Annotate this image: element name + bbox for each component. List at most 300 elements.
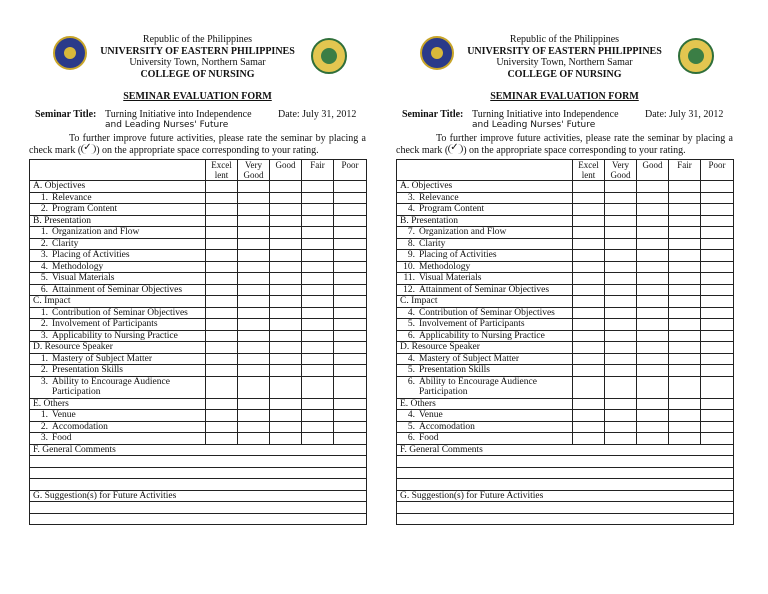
rating-cell[interactable] [637, 433, 669, 445]
criterion-text: Accomodation [419, 421, 475, 432]
comment-field[interactable] [30, 456, 367, 468]
rating-cell[interactable] [206, 192, 238, 204]
seminar-date: Date: July 31, 2012 [278, 109, 357, 120]
rating-cell[interactable] [206, 330, 238, 342]
check-mark-icon [448, 144, 463, 154]
table-row [30, 204, 367, 216]
rating-cell[interactable] [270, 273, 302, 285]
rating-cell[interactable] [669, 250, 701, 262]
header-republic: Republic of the Philippines [509, 34, 620, 45]
rating-cell[interactable] [669, 421, 701, 433]
rating-cell[interactable] [238, 238, 270, 250]
instructions-part1: To further improve future activities, please rate the seminar by placing a check mark ( [396, 133, 733, 156]
rating-cell[interactable] [573, 353, 605, 365]
rating-cell[interactable] [573, 319, 605, 331]
rating-cell[interactable] [701, 410, 734, 422]
rating-cell [238, 296, 270, 308]
rating-cell[interactable] [701, 353, 734, 365]
rating-cell[interactable] [573, 433, 605, 445]
rating-cell [270, 398, 302, 410]
category-label: E. Others [30, 398, 206, 410]
rating-cell [669, 181, 701, 193]
criteria-header [397, 160, 573, 181]
rating-cell[interactable] [270, 330, 302, 342]
rating-cell[interactable] [701, 421, 734, 433]
rating-cell[interactable] [573, 410, 605, 422]
criterion-text: Food [52, 433, 72, 443]
rating-cell[interactable] [334, 261, 367, 273]
category-label: D. Resource Speaker [397, 342, 573, 354]
rating-cell[interactable] [637, 319, 669, 331]
rating-cell[interactable] [302, 284, 334, 296]
rating-cell[interactable] [302, 433, 334, 445]
rating-cell[interactable] [334, 227, 367, 239]
rating-cell[interactable] [206, 410, 238, 422]
rating-cell[interactable] [669, 330, 701, 342]
rating-cell[interactable] [270, 284, 302, 296]
rating-cell[interactable] [270, 227, 302, 239]
comment-line[interactable] [397, 456, 734, 468]
comment-field[interactable] [397, 467, 734, 479]
rating-cell[interactable] [238, 410, 270, 422]
table-row [397, 319, 734, 331]
rating-cell [238, 398, 270, 410]
rating-cell [701, 342, 734, 354]
instructions [29, 133, 366, 159]
rating-cell[interactable] [669, 261, 701, 273]
rating-cell[interactable] [334, 204, 367, 216]
rating-cell[interactable] [573, 330, 605, 342]
criterion-number: 5. [407, 319, 415, 329]
rating-cell[interactable] [669, 410, 701, 422]
rating-cell[interactable] [573, 204, 605, 216]
rating-cell[interactable] [334, 421, 367, 433]
rating-cell[interactable] [573, 376, 605, 398]
rating-cell [270, 342, 302, 354]
rating-cell[interactable] [637, 261, 669, 273]
table-row [397, 433, 734, 445]
category-label: A. Objectives [30, 181, 206, 193]
rating-cell[interactable] [637, 192, 669, 204]
rating-cell[interactable] [270, 261, 302, 273]
criterion-text: Clarity [419, 238, 446, 249]
comment-field[interactable] [397, 456, 734, 468]
column-header: Very Good [605, 160, 637, 181]
criterion-number: 5. [407, 421, 415, 432]
rating-cell[interactable] [302, 261, 334, 273]
criterion-number: 6. [40, 284, 48, 295]
rating-cell[interactable] [270, 307, 302, 319]
rating-cell[interactable] [302, 204, 334, 216]
rating-cell[interactable] [669, 238, 701, 250]
criterion-number: 8. [407, 238, 415, 249]
general-comments-label: F. General Comments [30, 444, 367, 456]
rating-cell[interactable] [206, 261, 238, 273]
header-address: University Town, Northern Samar [496, 57, 633, 68]
suggestion-field[interactable] [30, 502, 367, 514]
rating-cell[interactable] [605, 307, 637, 319]
rating-cell[interactable] [334, 238, 367, 250]
table-row [30, 296, 367, 308]
rating-cell[interactable] [669, 227, 701, 239]
rating-cell[interactable] [605, 273, 637, 285]
rating-cell[interactable] [637, 330, 669, 342]
table-row [30, 238, 367, 250]
rating-cell[interactable] [701, 227, 734, 239]
rating-cell [573, 398, 605, 410]
rating-cell[interactable] [334, 330, 367, 342]
rating-cell[interactable] [669, 307, 701, 319]
comment-field[interactable] [30, 467, 367, 479]
table-row [30, 479, 367, 491]
rating-cell[interactable] [605, 376, 637, 398]
rating-cell[interactable] [605, 365, 637, 377]
rating-cell[interactable] [238, 433, 270, 445]
suggestions-label: G. Suggestion(s) for Future Activities [30, 490, 367, 502]
rating-cell[interactable] [605, 330, 637, 342]
header-university: UNIVERSITY OF EASTERN PHILIPPINES [100, 45, 295, 57]
rating-cell[interactable] [238, 330, 270, 342]
rating-cell[interactable] [334, 307, 367, 319]
rating-cell[interactable] [238, 421, 270, 433]
criterion-label [30, 365, 206, 377]
rating-cell[interactable] [701, 273, 734, 285]
criterion-number: 3. [407, 192, 415, 203]
rating-cell[interactable] [334, 410, 367, 422]
comment-line[interactable] [397, 467, 734, 479]
rating-cell[interactable] [238, 192, 270, 204]
rating-cell[interactable] [238, 365, 270, 377]
rating-cell [302, 296, 334, 308]
table-row [30, 307, 367, 319]
rating-cell[interactable] [637, 307, 669, 319]
rating-cell[interactable] [206, 204, 238, 216]
criteria-header [30, 160, 206, 181]
rating-cell[interactable] [701, 330, 734, 342]
table-row [397, 261, 734, 273]
column-header: Excel lent [573, 160, 605, 181]
criterion-label [30, 192, 206, 204]
seminar-title-line1: Turning Initiative into Independence [472, 109, 619, 120]
rating-cell[interactable] [206, 273, 238, 285]
criterion-number: 1. [40, 410, 48, 420]
evaluation-rows [30, 181, 367, 445]
criterion-label [30, 250, 206, 262]
table-row [30, 273, 367, 285]
rating-cell[interactable] [573, 365, 605, 377]
criterion-label [30, 284, 206, 296]
table-row [397, 365, 734, 377]
rating-cell[interactable] [206, 433, 238, 445]
rating-cell[interactable] [573, 192, 605, 204]
criterion-label [30, 238, 206, 250]
criterion-number: 1. [40, 227, 48, 237]
check-mark-icon [81, 144, 96, 154]
criterion-text: Ability to Encourage Audience Participation [52, 376, 170, 397]
rating-cell[interactable] [605, 227, 637, 239]
rating-cell[interactable] [270, 238, 302, 250]
rating-cell[interactable] [334, 284, 367, 296]
rating-cell[interactable] [573, 421, 605, 433]
criterion-number: 2. [40, 238, 48, 249]
rating-cell[interactable] [206, 376, 238, 398]
rating-cell[interactable] [270, 353, 302, 365]
rating-cell[interactable] [701, 238, 734, 250]
table-row [397, 398, 734, 410]
criterion-text: Applicability to Nursing Practice [52, 330, 178, 341]
rating-cell[interactable] [302, 319, 334, 331]
rating-cell[interactable] [302, 238, 334, 250]
table-row [397, 284, 734, 296]
suggestion-line[interactable] [397, 502, 734, 514]
rating-cell[interactable] [238, 261, 270, 273]
suggestion-line[interactable] [30, 513, 367, 525]
table-row [397, 204, 734, 216]
rating-cell[interactable] [637, 376, 669, 398]
seminar-title-line1: Turning Initiative into Independence [105, 109, 252, 120]
table-row [30, 215, 367, 227]
rating-cell[interactable] [637, 273, 669, 285]
criterion-label [397, 238, 573, 250]
rating-cell[interactable] [573, 238, 605, 250]
rating-cell[interactable] [573, 227, 605, 239]
rating-cell[interactable] [238, 319, 270, 331]
rating-cell[interactable] [302, 273, 334, 285]
rating-cell[interactable] [334, 365, 367, 377]
rating-cell[interactable] [206, 238, 238, 250]
rating-cell[interactable] [669, 376, 701, 398]
rating-cell[interactable] [238, 227, 270, 239]
table-row [30, 353, 367, 365]
rating-cell [669, 398, 701, 410]
rating-cell[interactable] [701, 365, 734, 377]
suggestion-line[interactable] [397, 513, 734, 525]
category-label: E. Others [397, 398, 573, 410]
criterion-number: 12. [403, 284, 415, 295]
criterion-label [397, 365, 573, 377]
rating-cell [669, 296, 701, 308]
comment-line[interactable] [30, 456, 367, 468]
rating-cell[interactable] [605, 353, 637, 365]
rating-cell[interactable] [302, 330, 334, 342]
rating-cell[interactable] [669, 204, 701, 216]
evaluation-form-left [29, 0, 366, 525]
rating-cell [238, 342, 270, 354]
rating-cell[interactable] [573, 250, 605, 262]
table-row [397, 215, 734, 227]
rating-cell[interactable] [270, 376, 302, 398]
evaluation-table [29, 159, 367, 525]
rating-cell[interactable] [701, 433, 734, 445]
rating-cell[interactable] [238, 284, 270, 296]
rating-cell[interactable] [669, 273, 701, 285]
rating-cell[interactable] [637, 284, 669, 296]
column-header: Good [270, 160, 302, 181]
rating-cell[interactable] [206, 250, 238, 262]
rating-cell[interactable] [701, 319, 734, 331]
rating-cell[interactable] [701, 250, 734, 262]
criterion-number: 3. [40, 330, 48, 341]
rating-cell[interactable] [238, 204, 270, 216]
rating-cell[interactable] [605, 192, 637, 204]
criterion-number: 2. [40, 421, 48, 432]
criterion-label [30, 330, 206, 342]
table-row [397, 410, 734, 422]
rating-cell [637, 398, 669, 410]
rating-cell[interactable] [701, 261, 734, 273]
rating-cell[interactable] [270, 433, 302, 445]
rating-cell[interactable] [669, 433, 701, 445]
rating-cell[interactable] [669, 353, 701, 365]
criterion-number: 4. [407, 410, 415, 420]
rating-cell[interactable] [302, 410, 334, 422]
rating-cell[interactable] [270, 250, 302, 262]
rating-cell[interactable] [206, 319, 238, 331]
rating-cell[interactable] [605, 284, 637, 296]
rating-cell[interactable] [637, 421, 669, 433]
rating-cell[interactable] [206, 365, 238, 377]
rating-cell[interactable] [637, 410, 669, 422]
rating-cell[interactable] [206, 227, 238, 239]
rating-cell[interactable] [206, 307, 238, 319]
table-row [397, 376, 734, 398]
rating-cell[interactable] [605, 204, 637, 216]
table-row [397, 238, 734, 250]
rating-cell[interactable] [573, 284, 605, 296]
rating-cell[interactable] [302, 365, 334, 377]
rating-cell[interactable] [701, 307, 734, 319]
seminar-info [29, 109, 366, 133]
rating-cell [334, 342, 367, 354]
criterion-label [397, 204, 573, 216]
rating-cell[interactable] [637, 353, 669, 365]
rating-cell[interactable] [605, 421, 637, 433]
rating-cell[interactable] [270, 204, 302, 216]
rating-cell[interactable] [302, 192, 334, 204]
criterion-number: 4. [407, 353, 415, 364]
column-header: Poor [701, 160, 734, 181]
rating-cell[interactable] [206, 284, 238, 296]
rating-cell[interactable] [605, 319, 637, 331]
rating-cell[interactable] [701, 284, 734, 296]
rating-cell[interactable] [302, 376, 334, 398]
rating-cell [270, 296, 302, 308]
table-row [397, 181, 734, 193]
rating-cell[interactable] [302, 421, 334, 433]
rating-cell[interactable] [238, 376, 270, 398]
rating-cell[interactable] [270, 192, 302, 204]
rating-cell[interactable] [302, 250, 334, 262]
form-header [396, 0, 733, 82]
rating-cell[interactable] [302, 353, 334, 365]
table-row [397, 273, 734, 285]
criterion-number: 6. [407, 330, 415, 341]
instructions [396, 133, 733, 159]
table-row [30, 284, 367, 296]
rating-cell[interactable] [334, 376, 367, 398]
rating-cell[interactable] [334, 319, 367, 331]
criterion-number: 2. [40, 365, 48, 375]
rating-cell[interactable] [669, 284, 701, 296]
rating-cell[interactable] [701, 192, 734, 204]
criterion-text: Visual Materials [52, 273, 115, 283]
form-title: SEMINAR EVALUATION FORM [123, 91, 272, 102]
comment-line[interactable] [30, 467, 367, 479]
rating-cell[interactable] [302, 307, 334, 319]
rating-cell [669, 215, 701, 227]
suggestion-field[interactable] [30, 513, 367, 525]
rating-cell[interactable] [669, 319, 701, 331]
evaluation-rows [397, 181, 734, 445]
rating-cell[interactable] [637, 365, 669, 377]
category-label: B. Presentation [30, 215, 206, 227]
criterion-text: Organization and Flow [52, 227, 140, 237]
rating-cell [573, 296, 605, 308]
criterion-label [30, 273, 206, 285]
criterion-number: 3. [40, 250, 48, 260]
table-row [397, 307, 734, 319]
rating-cell[interactable] [334, 250, 367, 262]
criterion-text: Venue [52, 410, 76, 420]
table-row [397, 227, 734, 239]
rating-cell[interactable] [270, 365, 302, 377]
rating-cell[interactable] [605, 433, 637, 445]
suggestions-label: G. Suggestion(s) for Future Activities [397, 490, 734, 502]
rating-cell[interactable] [334, 273, 367, 285]
rating-cell[interactable] [605, 250, 637, 262]
rating-cell[interactable] [637, 204, 669, 216]
criterion-number: 10. [403, 261, 415, 272]
rating-cell[interactable] [701, 376, 734, 398]
rating-cell [302, 342, 334, 354]
rating-cell[interactable] [238, 353, 270, 365]
rating-cell[interactable] [206, 421, 238, 433]
rating-cell[interactable] [302, 227, 334, 239]
rating-cell[interactable] [605, 238, 637, 250]
suggestion-field[interactable] [397, 513, 734, 525]
rating-cell[interactable] [573, 307, 605, 319]
table-row [397, 330, 734, 342]
rating-cell[interactable] [573, 273, 605, 285]
evaluation-table [396, 159, 734, 525]
rating-cell[interactable] [637, 250, 669, 262]
rating-cell[interactable] [701, 204, 734, 216]
rating-cell [701, 296, 734, 308]
rating-cell[interactable] [334, 433, 367, 445]
rating-cell[interactable] [637, 227, 669, 239]
rating-cell[interactable] [334, 192, 367, 204]
rating-cell[interactable] [637, 238, 669, 250]
criterion-label [397, 353, 573, 365]
suggestion-line[interactable] [30, 502, 367, 514]
rating-cell[interactable] [605, 410, 637, 422]
rating-cell[interactable] [206, 353, 238, 365]
rating-cell[interactable] [334, 353, 367, 365]
rating-cell[interactable] [669, 192, 701, 204]
rating-cell[interactable] [573, 261, 605, 273]
rating-cell[interactable] [270, 410, 302, 422]
rating-cell[interactable] [270, 421, 302, 433]
header-college: COLLEGE OF NURSING [507, 68, 622, 80]
rating-cell[interactable] [270, 319, 302, 331]
rating-cell[interactable] [238, 307, 270, 319]
suggestion-field[interactable] [397, 502, 734, 514]
rating-cell[interactable] [238, 250, 270, 262]
rating-cell[interactable] [605, 261, 637, 273]
rating-cell[interactable] [238, 273, 270, 285]
rating-cell[interactable] [669, 365, 701, 377]
rating-cell [238, 181, 270, 193]
